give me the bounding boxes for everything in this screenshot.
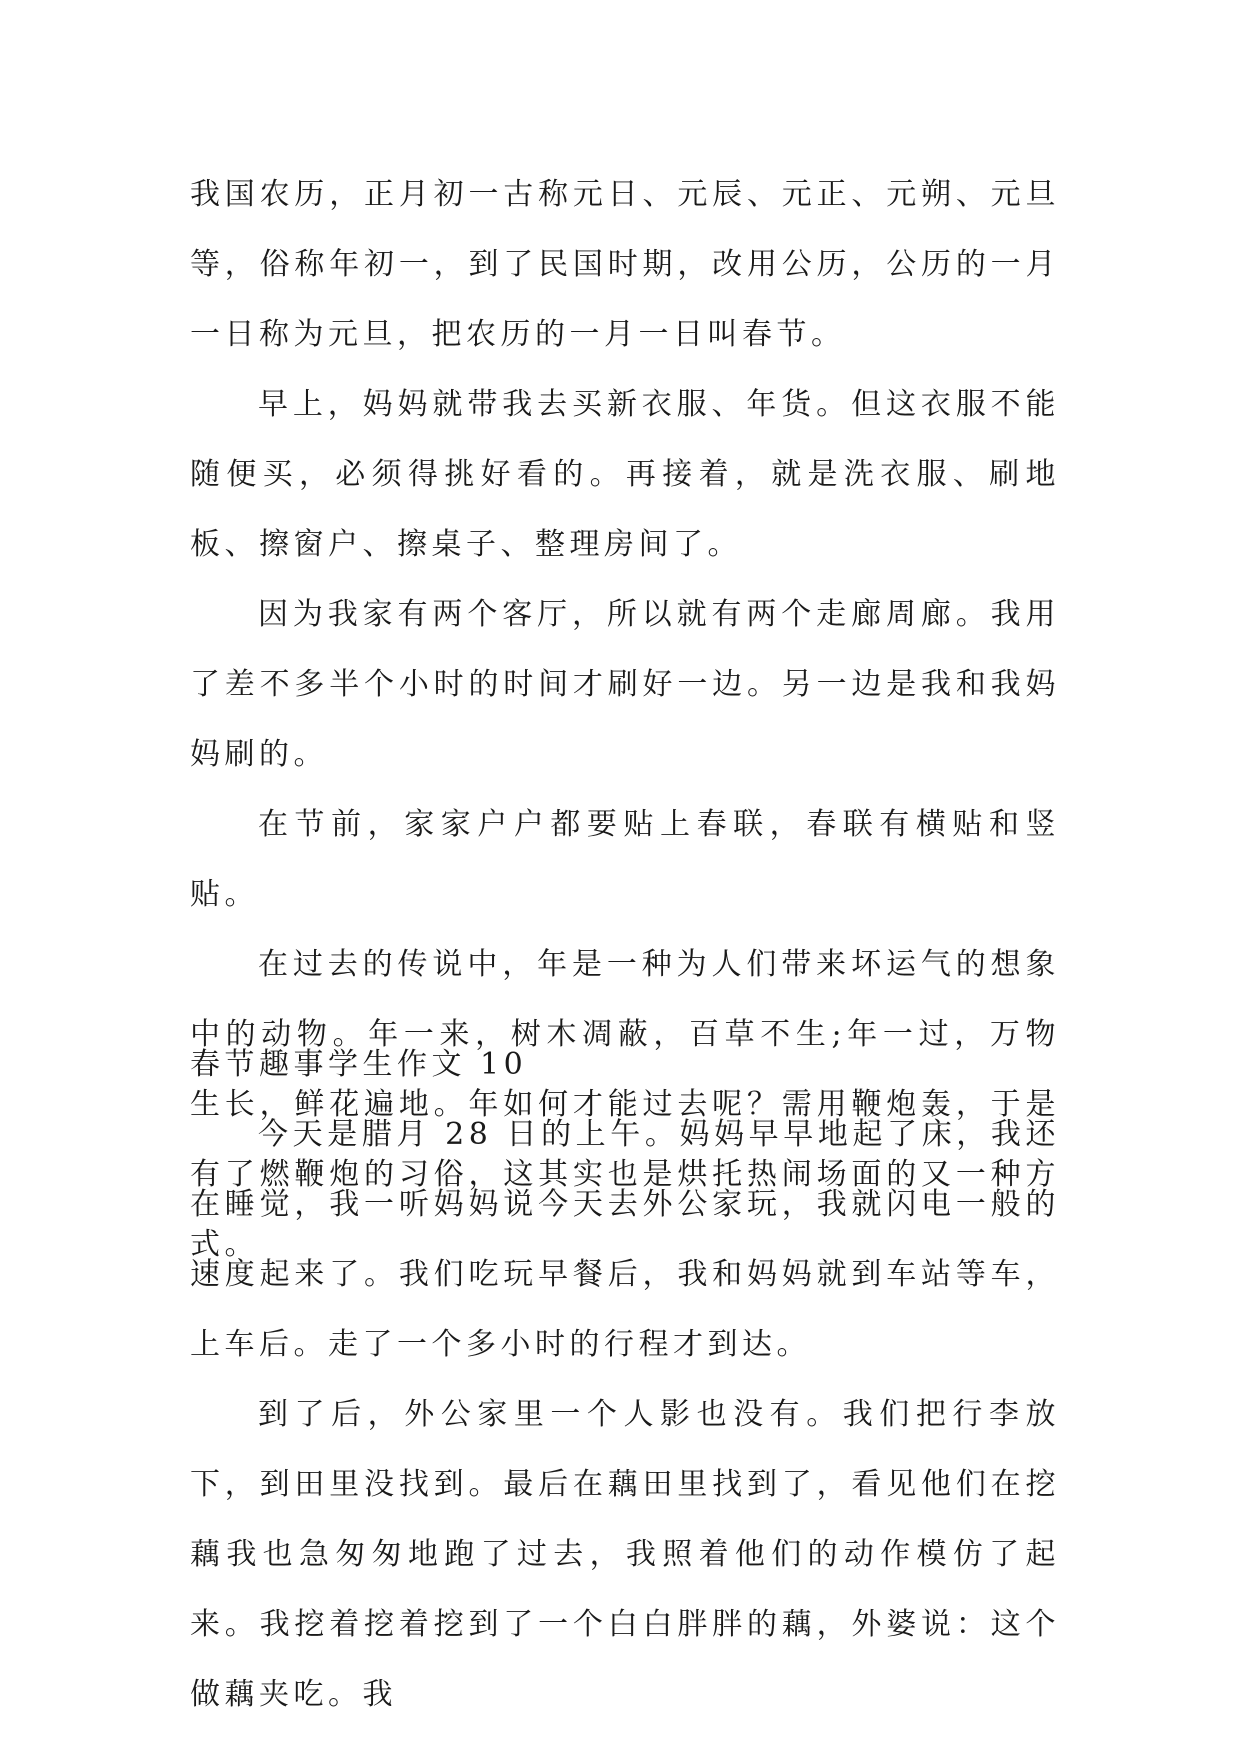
- paragraph: 今天是腊月 28 日的上午。妈妈早早地起了床，我还在睡觉，我一听妈妈说今天去外公家玩，我就闪电一般的速度起来了。我们吃玩早餐后，我和妈妈就到车站等车，上车后。走了一个多小时的行程才到达。: [190, 1117, 1060, 1362]
- paragraph: 在过去的传说中，年是一种为人们带来坏运气的想象中的动物。年一来，树木凋蔽，百草不生;年一过，万物生长，鲜花遍地。年如何才能过去呢？需用鞭炮轰，于是有了燃鞭炮的习俗，这其实也是烘托热闹场面的又一种方式。: [190, 947, 1060, 1262]
- section-two: [190, 1030, 1060, 1730]
- paragraph: 因为我家有两个客厅，所以就有两个走廊周廊。我用了差不多半个小时的时间才刷好一边。另一边是我和我妈妈刷的。: [190, 597, 1060, 772]
- paragraph: 早上，妈妈就带我去买新衣服、年货。但这衣服不能随便买，必须得挑好看的。再接着，就是洗衣服、刷地板、擦窗户、擦桌子、整理房间了。: [190, 387, 1060, 562]
- paragraph: 到了后，外公家里一个人影也没有。我们把行李放下，到田里没找到。最后在藕田里找到了，看见他们在挖藕我也急匆匆地跑了过去，我照着他们的动作模仿了起来。我挖着挖着挖到了一个白白胖胖的藕，外婆说：这个做藕夹吃。我: [190, 1397, 1060, 1712]
- paragraph: 在节前，家家户户都要贴上春联，春联有横贴和竖贴。: [190, 807, 1060, 912]
- paragraph: 我国农历，正月初一古称元日、元辰、元正、元朔、元旦等，俗称年初一，到了民国时期，改用公历，公历的一月一日称为元旦，把农历的一月一日叫春节。: [190, 177, 1060, 352]
- essay-title: 春节趣事学生作文 10: [190, 1047, 528, 1082]
